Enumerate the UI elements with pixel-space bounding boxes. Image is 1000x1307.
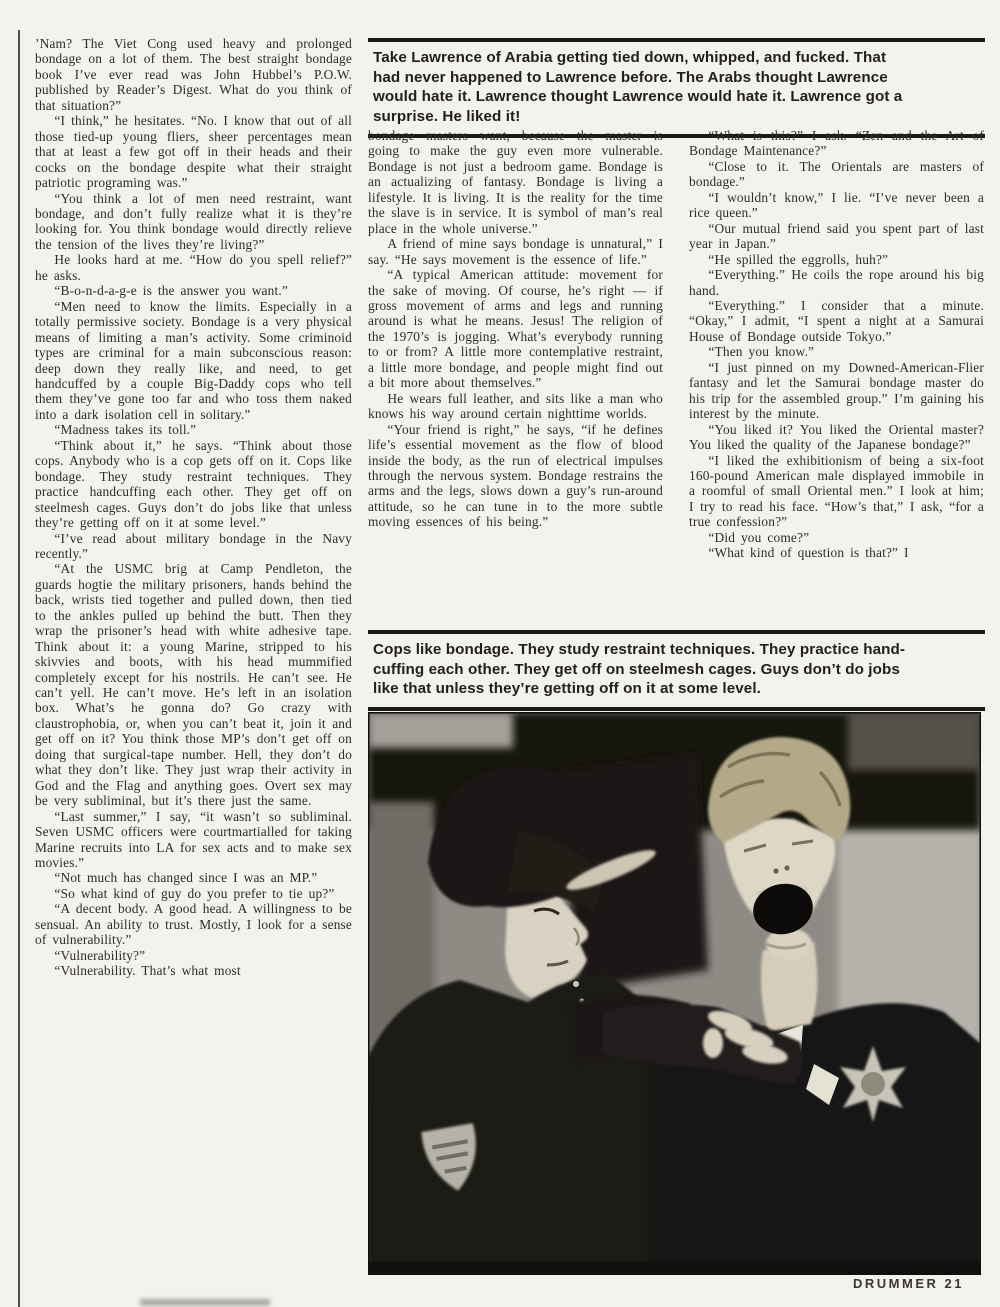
text-line: “B-o-n-d-a-g-e is the answer you want.” (54, 283, 288, 299)
text-line: “What kind of question is that?” I (708, 545, 909, 561)
collar-pin (573, 981, 579, 987)
text-line: “Last summer,” I say, “it wasn’t so subliminal. Seven USMC officers were courtmartialled for taking Marine recruits into LA for sex acts and to make sex movies.” (35, 808, 352, 871)
page-footer (853, 1276, 964, 1291)
text-line: “Men need to know the limits. Especially in a totally permissive society. Bondage is a very physical means of limiting a man’s activity. Some criminoid types are criminal for a main subconscious reason: deep down they really like, and need, to get handcuffed by a couple Big-Daddy cops who tell them they’ve gone too far and who toss them naked into a dark isolation cell in solitary.” (35, 298, 352, 422)
text-line: Cops like bondage. They study restraint techniques. They practice hand- (373, 641, 906, 658)
text-line: “You liked it? You liked the Oriental master? You liked the quality of the Japanese bondage?” (689, 421, 984, 453)
text-line: “What is this?” I ask. “Zen and the Art of Bondage Maintenance?” (689, 128, 984, 159)
pull-quote-cops (368, 630, 985, 711)
text-line: had never happened to Lawrence before. The Arabs thought Lawrence (373, 68, 888, 86)
text-line: “Not much has changed since I was an MP.” (54, 870, 318, 886)
text-line: “A decent body. A good head. A willingness to be sensual. An ability to trust. Mostly, I look for a sense of vulnerability.” (35, 901, 352, 948)
magazine-name: DRUMMER (853, 1276, 939, 1291)
text-line: “I wouldn’t know,” I lie. “I’ve never been a rice queen.” (689, 189, 984, 221)
text-line: “Your friend is right,” he says, “if he defines life’s essential movement as the flow of blood inside the body, as the run of electrical impulses through the nervous system. Bondage restrains the arms and the legs, slows down a guy’s run-around attitude, so he can tune in to the more subtle moving essences of his being.” (368, 421, 663, 530)
text-line: “Everything.” I consider that a minute. “Okay,” I admit, “I spent a night at a Samurai House of Bondage outside Tokyo.” (689, 297, 984, 344)
photo-illustration (368, 712, 981, 1275)
article-column-right (689, 128, 984, 624)
text-line: “Vulnerability. That’s what most (54, 963, 241, 979)
text-line: “At the USMC brig at Camp Pendleton, the guards hogtie the military prisoners, hands behind the back, wrists tied together and pulled down, then tied to the ankles pulled up behind the butt. Then they wrap the prisoner’s head with white adhesive tape. Think about it: a young Marine, stripped to his skivvies and boots, with his head mummified completely except for his nostrils. He can’t see. He can’t yell. He can’t move. He’s left in an isolation box. What’s he gonna do? Go crazy with claustrophobia, or, when you can’t beat it, join it and get off on it? You think those MP’s don’t get off on doing that surgical-tape number. Hell, they don’t do what they don’t like. They just wrap their activity in God and the Flag and anything goes. Overt sex may be very subliminal, but it’s there just the same. (35, 561, 352, 809)
article-column-left (35, 36, 352, 979)
text-line: “I’ve read about military bondage in the Navy recently.” (35, 530, 352, 561)
article-columns-right-region (368, 128, 984, 624)
text-line: “You think a lot of men need restraint, want bondage, and don’t fully realize what it is they’re looking for. You think bondage would directly relieve the tension of the lives they’re living?” (35, 190, 352, 252)
text-line: He looks hard at me. “How do you spell relief?” he asks. (35, 252, 352, 283)
text-line: “I just pinned on my Downed-American-Flier fantasy and let the Samurai bondage master do his trip for the assembled group.” I’m gaining his interest by the minute. (689, 359, 984, 422)
scan-left-edge-line (18, 30, 20, 1307)
text-line: Take Lawrence of Arabia getting tied down, whipped, and fucked. That (373, 49, 887, 66)
text-line: “I liked the exhibitionism of being a six-foot 160-pound American male displayed immobile in a roomful of small Oriental men.” I look at him; I try to read his face. “How’s that,” I ask, “for a true confession?” (689, 452, 984, 530)
text-line: “Did you come?” (708, 529, 810, 545)
text-line: A friend of mine says bondage is unnatural,” I say. “He says movement is the essence of life.” (368, 236, 663, 267)
text-line: “Our mutual friend said you spent part of last year in Japan.” (689, 220, 984, 252)
text-line: He wears full leather, and sits like a man who knows his way around certain nighttime worlds. (368, 390, 663, 422)
page-number: 21 (944, 1276, 964, 1291)
text-line: “Close to it. The Orientals are masters of bondage.” (689, 158, 984, 190)
text-line: bondage masters want, because the master is going to make the guy even more vulnerable. Bondage is not just a bedroom game. Bondage is an actualizing of fantasy. Bondage is living a lifestyle. It is living. It is the reality for the time the slave is in service. It is symbol of man’s real place in the whole universe.” (368, 128, 663, 236)
text-line: would hate it. Lawrence thought Lawrence would hate it. Lawrence got a (373, 88, 903, 105)
text-line: surprise. He liked it! (373, 107, 521, 125)
article-column-middle (368, 128, 663, 624)
text-line: “I think,” he hesitates. “No. I know that out of all those tied-up young fliers, sheer percentages mean that at least a few got off in their heads and their cocks on the bondage despite what their straight patriotic programing was.” (35, 113, 352, 191)
scan-bottom-smudge (140, 1299, 270, 1306)
text-line: “Think about it,” he says. “Think about those cops. Anybody who is a cop gets off on it. Cops like bondage. They study restraint techniques. They practice handcuffing each other. They get off on steelmesh cages. Guys don’t do jobs like that unless they’re getting off on it at some level.” (35, 437, 352, 531)
text-line: “A typical American attitude: movement for the sake of moving. Of course, he’s right — if gross movement of arms and legs and running around is what he means. Jesus! The religion of the 1970’s is jogging. What’s everybody running to or from? A little more contemplative restraint, a little more bondage, and people might find out a bit more about themselves.” (368, 267, 663, 391)
text-line: “Then you know.” (708, 344, 815, 360)
text-line: “Everything.” He coils the rope around his big hand. (689, 267, 984, 298)
pull-quote-lawrence (368, 38, 985, 138)
text-line: “Madness takes its toll.” (54, 422, 197, 438)
text-line: ’Nam? The Viet Cong used heavy and prolonged bondage on a lot of them. The best straight bondage book I’ve ever read was John Hubbel’s P.O.W. published by Reader’s Digest. What do you think of that situation?” (35, 36, 352, 113)
text-line: “He spilled the eggrolls, huh?” (708, 251, 889, 267)
photo-two-officers (368, 712, 981, 1275)
text-line: “So what kind of guy do you prefer to tie up?” (54, 885, 335, 901)
text-line: like that unless they’re getting off on it at some level. (373, 680, 761, 697)
text-line: “Vulnerability?” (54, 947, 146, 963)
text-line: cuffing each other. They get off on steelmesh cages. Guys don’t do jobs (373, 660, 900, 678)
